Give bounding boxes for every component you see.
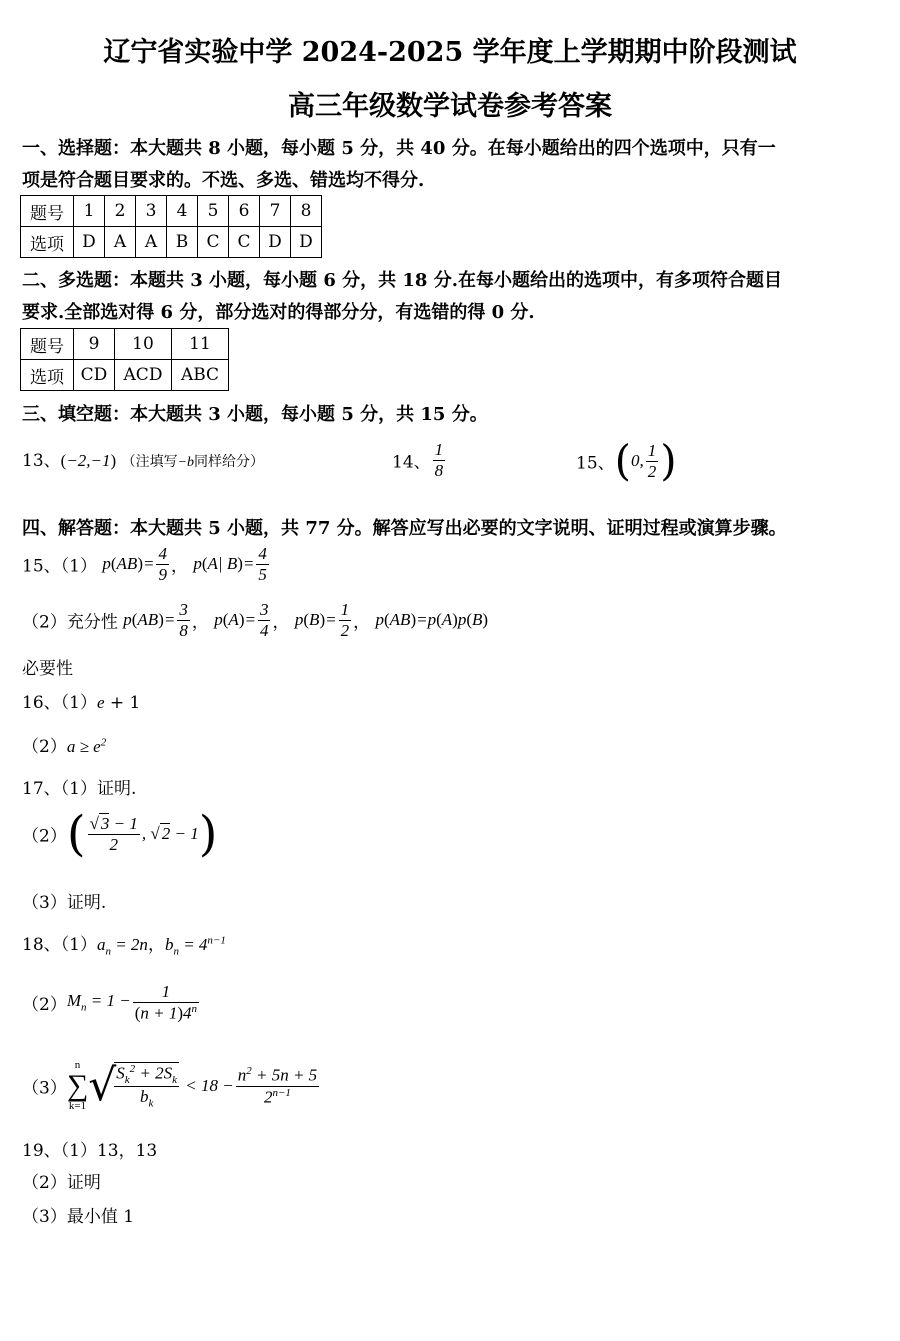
question-number: 2 [105,196,136,227]
q14-label: 14、 [392,452,431,473]
section2-answer-table [20,328,229,391]
q13-label: 13、 [22,451,61,471]
question-number: 11 [172,329,229,360]
answer-15-necessity: 必要性 [22,659,73,679]
answer-cell: B [167,227,198,258]
answer-cell: ABC [172,360,229,391]
answer-q15-fill: 15、(0, $\frac{1}{2}$ ) [576,436,677,485]
answer-cell: D [260,227,291,258]
section3-heading: 三、填空题：本大题共 3 小题，每小题 5 分，共 15 分。 [22,404,488,425]
answer-cell: D [291,227,322,258]
answer-17-2: （2）( $\frac{√ 3 - 1}{2}$ , √ 2 − 1) [22,806,218,862]
answer-16-2: $(2)a \ge e^2$ [22,736,107,757]
answer-17-1: 17、（1）证明. [22,779,137,799]
section2-heading-a: 二、多选题：本题共 3 小题，每小题 6 分，共 18 分.在每小题给出的选项中，有多项符合题目 [22,270,782,291]
q15-fraction: $\frac{1}{2}$ [647,440,657,481]
table-row [21,329,229,360]
answer-15-1: 15、（1） p(AB)= $\frac{4}{9}$ ， p(A| B)= $\frac{4}{5}$ [22,544,267,584]
section1-answer-table [20,195,322,258]
page-title: 辽宁省实验中学 2024-2025 学年度上学期期中阶段测试 [103,37,797,68]
row-label-answer: 选项 [21,227,74,258]
answer-16-1: 16、（1）e + 1 [22,693,141,713]
question-number: 8 [291,196,322,227]
answer-cell: A [105,227,136,258]
answer-18-3: （3） n ∑ k=1 √ $\frac{S_k^2 + 2S_k}{b_k}$ < 18 − $\frac{n^2 + 5n + 5}{2^{n-1}}$ [22,1059,318,1112]
question-number: 4 [167,196,198,227]
q13-note: （注填写−b同样给分） [121,454,265,470]
table-row [21,360,229,391]
answer-18-1: 18、$(1)a_n = 2n$，$b_n = 4^{n-1}$ [22,934,226,958]
question-number: 10 [115,329,172,360]
answer-19-3: （3）最小值 1 [22,1207,135,1227]
answer-17-3: （3）证明. [22,893,107,913]
question-number: 7 [260,196,291,227]
answer-15-2: （2）充分性 p(AB)= $\frac{3}{8}$ ， p(A)= $\frac{3}{4}$ ， p(B)= $\frac{1}{2}$ ， p(AB)=p(A)p(B) [22,600,489,640]
answer-cell: A [136,227,167,258]
table-row [21,196,322,227]
q15-label: 15、 [576,453,615,474]
answer-cell: C [229,227,260,258]
row-label-question: 题号 [21,329,74,360]
section2-heading-b: 要求.全部选对得 6 分，部分选对的得部分分，有选错的得 0 分. [22,302,535,323]
answer-cell: D [74,227,105,258]
row-label-question: 题号 [21,196,74,227]
q13-formula: (−2,−1) [60,451,117,470]
answer-19-1: 19、（1）13，13 [22,1141,158,1161]
answer-q14 [392,440,447,480]
question-number: 9 [74,329,115,360]
section1-heading-b: 项是符合题目要求的。不选、多选、错选均不得分. [22,170,425,191]
answer-18-2: $(2)M_n = 1$ − $\frac{1}{(n + 1)4^n}$ [22,982,198,1023]
row-label-answer: 选项 [21,360,74,391]
answer-cell: ACD [115,360,172,391]
question-number: 5 [198,196,229,227]
answer-cell: C [198,227,229,258]
answer-q13 [22,446,264,471]
q14-fraction: $\frac{1}{8}$ [434,440,444,480]
answer-19-2: （2）证明 [22,1173,101,1193]
question-number: 3 [136,196,167,227]
section4-heading: 四、解答题：本大题共 5 小题，共 77 分。解答应写出必要的文字说明、证明过程或演算步骤。 [22,518,787,539]
page-subtitle: 高三年级数学试卷参考答案 [288,91,612,122]
answer-cell: CD [74,360,115,391]
section1-heading-a: 一、选择题：本大题共 8 小题，每小题 5 分，共 40 分。在每小题给出的四个选项中，只有一 [22,138,776,159]
question-number: 1 [74,196,105,227]
question-number: 6 [229,196,260,227]
table-row [21,227,322,258]
